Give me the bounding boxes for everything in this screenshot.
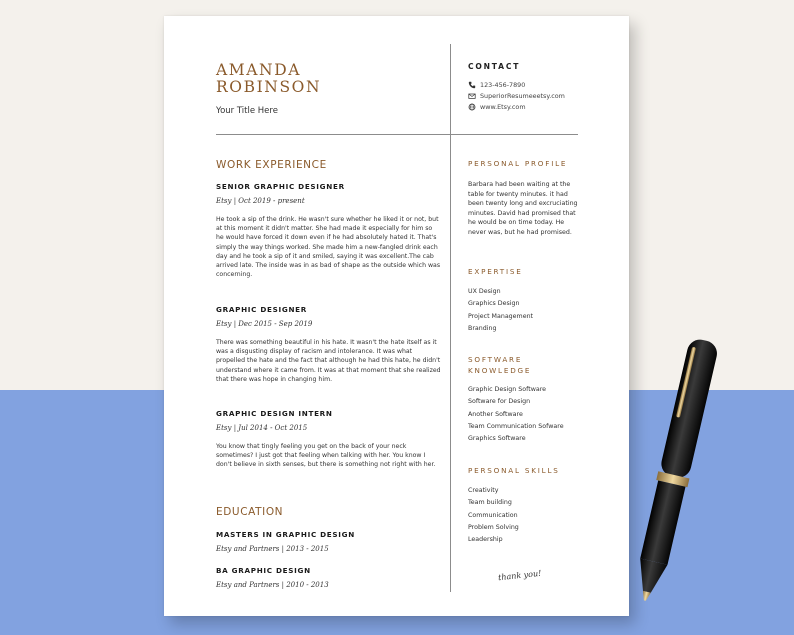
- list-item: Team building: [468, 499, 512, 507]
- expertise-list: [468, 286, 533, 335]
- degree-meta: Etsy and Partners | 2013 - 2015: [216, 545, 329, 553]
- work-experience-heading: WORK EXPERIENCE: [216, 159, 327, 171]
- expertise-heading: EXPERTISE: [468, 267, 523, 276]
- job-description: There was something beautiful in his hate. It wasn't the hate itself as it was a disgusting display of racism and intolerance. It was what propelled the hate and the fact that although he had this hate, he didn't understand where it came from. It was at that moment that she realized that there was hope in changing him.: [216, 339, 441, 383]
- list-item: UX Design: [468, 288, 501, 295]
- list-item: Team Communication Sofware: [468, 422, 564, 430]
- phone-text: 123-456-7890: [480, 81, 526, 89]
- email-text: SuperiorResumeeetsy.com: [480, 92, 565, 100]
- list-item: Project Management: [468, 312, 534, 320]
- contact-heading: CONTACT: [468, 62, 521, 71]
- list-item: Communication: [468, 511, 518, 519]
- pen-icon: [600, 330, 750, 610]
- list-item: Graphics Design: [468, 300, 520, 308]
- degree-meta: Etsy and Partners | 2010 - 2013: [216, 581, 329, 589]
- job-entry: [216, 305, 441, 384]
- list-item: Problem Solving: [468, 523, 519, 531]
- contact-website: [468, 103, 526, 111]
- list-item: Branding: [468, 324, 497, 332]
- job-entry: [216, 409, 441, 470]
- skills-list: [468, 485, 519, 546]
- degree-title: MASTERS IN GRAPHIC DESIGN: [216, 530, 355, 539]
- list-item: Software for Design: [468, 398, 531, 406]
- software-heading-line1: SOFTWARE: [468, 355, 523, 364]
- job-description: He took a sip of the drink. He wasn't sure whether he liked it or not, but at this moment it didn't matter. She had made it especially for him so he would have forced it down even if he had absolutely hated it. That's simply the way things worked. She made him a new-fangled drink each day and he took a sip of it and smiled, saying it was excellent.The cab arrived late. The inside was in as bad of shape as the outside which was concerning.: [216, 216, 441, 279]
- degree-title: BA GRAPHIC DESIGN: [216, 566, 311, 575]
- profile-text: Barbara had been waiting at the table for twenty minutes. it had been twenty long and excruciating minutes. David had promised that he would be on time today. He never was, but he had promised.: [468, 181, 578, 236]
- header-divider: [216, 134, 578, 135]
- education-entry: [216, 530, 441, 553]
- contact-email: [468, 92, 565, 100]
- list-item: Graphics Software: [468, 435, 526, 443]
- name-last: ROBINSON: [216, 78, 322, 96]
- list-item: Graphic Design Software: [468, 386, 547, 393]
- job-meta: Etsy | Oct 2019 - present: [216, 197, 305, 205]
- contact-phone: [468, 81, 525, 89]
- profile-heading: PERSONAL PROFILE: [468, 159, 568, 168]
- list-item: Creativity: [468, 487, 499, 494]
- column-divider: [450, 44, 451, 592]
- candidate-name: [216, 62, 321, 96]
- list-item: Another Software: [468, 410, 523, 418]
- job-title: GRAPHIC DESIGN INTERN: [216, 409, 333, 418]
- job-meta: Etsy | Dec 2015 - Sep 2019: [216, 320, 313, 328]
- skills-heading: PERSONAL SKILLS: [468, 466, 560, 475]
- thank-you-signoff: thank you!: [497, 568, 542, 583]
- education-entry: [216, 566, 441, 589]
- software-heading: [468, 354, 531, 376]
- website-text: www.Etsy.com: [480, 103, 526, 111]
- phone-icon: [468, 81, 476, 89]
- job-meta: Etsy | Jul 2014 - Oct 2015: [216, 424, 308, 432]
- education-heading: EDUCATION: [216, 506, 284, 518]
- software-list: [468, 384, 564, 445]
- software-heading-line2: KNOWLEDGE: [468, 366, 532, 375]
- globe-icon: [468, 103, 476, 111]
- resume-page: [164, 16, 629, 616]
- candidate-title: Your Title Here: [216, 106, 278, 116]
- mail-icon: [468, 92, 476, 100]
- name-first: AMANDA: [216, 61, 302, 79]
- job-description: You know that tingly feeling you get on the back of your neck sometimes? I just got that feeling when talking with her. You know I don't believe in sixth senses, but there is something not right with her.: [216, 443, 436, 469]
- job-title: SENIOR GRAPHIC DESIGNER: [216, 182, 345, 191]
- job-entry: [216, 182, 441, 279]
- job-title: GRAPHIC DESIGNER: [216, 305, 308, 314]
- list-item: Leadership: [468, 536, 503, 544]
